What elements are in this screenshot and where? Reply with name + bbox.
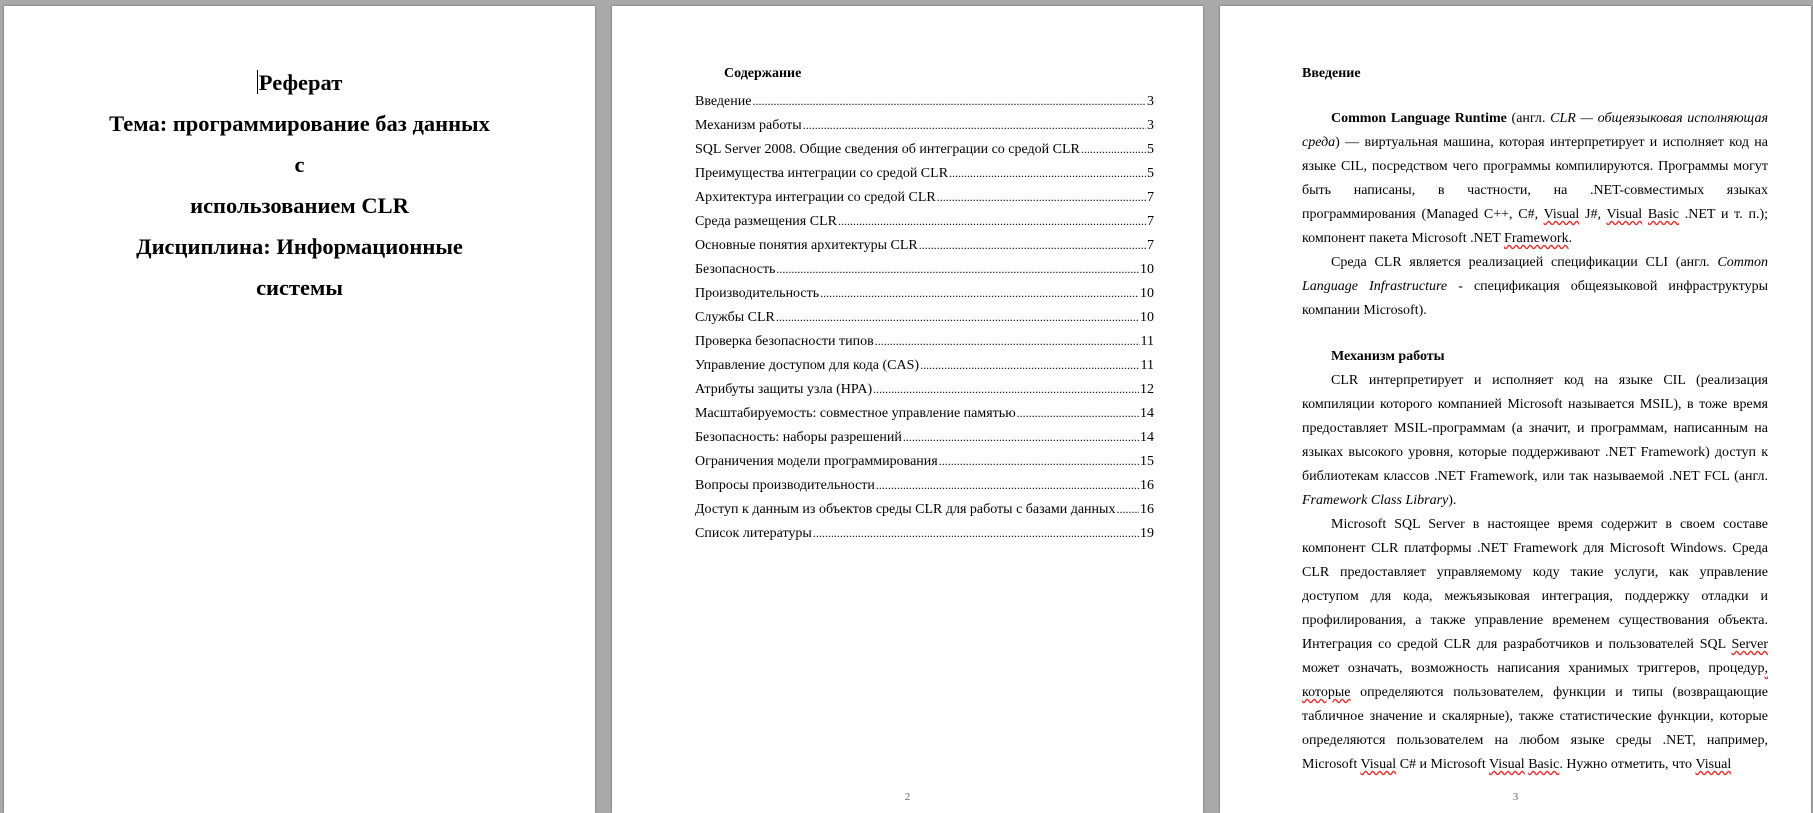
toc-entry[interactable] (695, 521, 1154, 545)
toc-entry-page: 5 (1147, 166, 1154, 181)
text-cursor (257, 70, 258, 94)
toc-entry-title: Вопросы производительности (695, 478, 875, 493)
paragraph-mechanism: CLR интерпретирует и исполняет код на языке CIL (реализация компиляции которого компанией Microsoft называется MSIL), в тоже время предоставляет MSIL-программам (а значит, и программам, написанным на языках высокого уровня, которые поддерживают .NET Framework) доступ к библиотекам классов .NET Framework, или так называемой .NET FCL (англ. Framework Class Library). (1302, 373, 1768, 508)
spellcheck-word[interactable]: которые (1302, 685, 1351, 700)
toc-heading: Содержание (724, 66, 802, 81)
title-line-4: Дисциплина: Информационные (136, 234, 463, 259)
toc-entry-page: 19 (1140, 526, 1154, 541)
toc-entry-page: 16 (1140, 478, 1154, 493)
spellcheck-word[interactable]: Visual (1360, 757, 1397, 772)
page-number: 3 (1512, 791, 1519, 803)
toc-entry-page: 5 (1147, 142, 1154, 157)
spellcheck-word[interactable]: Visual (1606, 207, 1643, 222)
spellcheck-word[interactable]: Visual (1695, 757, 1732, 772)
body-text (1302, 62, 1768, 777)
spellcheck-word[interactable]: Basic (1528, 757, 1560, 772)
paragraph-sql-server: Microsoft SQL Server в настоящее время содержит в своем составе компонент CLR платформы .NET Framework для Microsoft Windows. Среда CLR предоставляет управляемому коду такие услуги, как управление доступом для кода, межъязыковая интеграция, поддержку отладки и профилирования, а также управление временем существования объекта. Интеграция со средой CLR для разработчиков и пользователей SQL Server может означать, возможность написания хранимых триггеров, процедур, которые определяются пользователем, функции и типы (возвращающие табличное значение и скалярные), также статистические функции, которые определяются пользователем на любом языке среды .NET, например, Microsoft Visual C# и Microsoft Visual Basic. Нужно отметить, что Visual (1302, 517, 1768, 772)
page-number: 2 (904, 791, 911, 803)
spellcheck-word[interactable]: Visual (1543, 207, 1580, 222)
toc-entry-title: Службы CLR (695, 310, 775, 325)
heading-mechanism: Механизм работы (1331, 349, 1445, 364)
toc-leader (876, 473, 1139, 497)
toc-entry[interactable] (695, 425, 1154, 449)
toc-entry-title: Доступ к данным из объектов среды CLR для работы с базами данных (695, 502, 1116, 517)
toc-leader (903, 425, 1139, 449)
toc-entry[interactable] (695, 401, 1154, 425)
toc-entry-title: Ограничения модели программирования (695, 454, 938, 469)
toc-entry-page: 14 (1140, 406, 1154, 421)
spellcheck-word[interactable]: Basic (1647, 207, 1680, 222)
toc-entry-title: Проверка безопасности типов (695, 334, 874, 349)
toc-entry-title: Преимущества интеграции со средой CLR (695, 166, 949, 181)
toc-leader (937, 185, 1146, 209)
page-2[interactable] (612, 6, 1203, 813)
toc-entry[interactable] (695, 473, 1154, 497)
toc-entry-title: Безопасность: наборы разрешений (695, 430, 902, 445)
title-line-3: использованием CLR (190, 193, 409, 218)
toc-entry-page: 3 (1147, 94, 1154, 109)
toc-leader (1116, 497, 1139, 521)
toc-entry-title: Среда размещения CLR (695, 214, 837, 229)
title-line-2: Тема: программирование баз данных с (109, 111, 490, 177)
paragraph-clr-definition: Common Language Runtime (англ. CLR — общеязыковая исполняющая среда) — виртуальная машина, которая интерпретирует и исполняет код на языке CIL, посредством чего программы компилируются. Программы могут быть написаны, в частности, на .NET-совместимых языках программирования (Managed C++, C#, Visual J#, Visual Basic .NET и т. п.); компонент пакета Microsoft .NET Framework. (1302, 111, 1768, 246)
toc-entry[interactable] (695, 209, 1154, 233)
toc-entry-page: 10 (1140, 262, 1154, 277)
table-of-contents (695, 89, 1154, 545)
toc-entry-title: Масштабируемость: совместное управление памятью (695, 406, 1016, 421)
spellcheck-word[interactable]: , (1764, 661, 1768, 676)
toc-entry[interactable] (695, 137, 1154, 161)
toc-entry-page: 3 (1147, 118, 1154, 133)
toc-entry-title: Управление доступом для кода (CAS) (695, 358, 920, 373)
toc-entry-title: Атрибуты защиты узла (HPA) (695, 382, 873, 397)
title-referat: Реферат (258, 70, 343, 95)
toc-leader (920, 353, 1139, 377)
toc-leader (752, 89, 1146, 113)
toc-entry-title: Список литературы (695, 526, 812, 541)
toc-entry[interactable] (695, 257, 1154, 281)
toc-leader (776, 305, 1139, 329)
page-1[interactable] (4, 6, 595, 813)
toc-entry-page: 16 (1140, 502, 1154, 517)
page-3[interactable] (1220, 6, 1811, 813)
toc-entry[interactable] (695, 449, 1154, 473)
spellcheck-word[interactable]: Visual (1488, 757, 1525, 772)
toc-entry-title: Производительность (695, 286, 820, 301)
heading-introduction: Введение (1302, 66, 1361, 81)
toc-leader (813, 521, 1139, 545)
toc-entry-page: 14 (1140, 430, 1154, 445)
toc-entry[interactable] (695, 329, 1154, 353)
title-block (104, 62, 495, 308)
toc-entry[interactable] (695, 305, 1154, 329)
spellcheck-word[interactable]: Framework (1504, 231, 1569, 246)
toc-leader (1017, 401, 1139, 425)
toc-entry[interactable] (695, 233, 1154, 257)
toc-entry[interactable] (695, 497, 1154, 521)
toc-entry-page: 7 (1147, 238, 1154, 253)
toc-entry-page: 10 (1140, 310, 1154, 325)
toc-entry-page: 10 (1140, 286, 1154, 301)
toc-entry-title: Введение (695, 94, 752, 109)
toc-entry-page: 12 (1140, 382, 1154, 397)
toc-leader (919, 233, 1146, 257)
toc-entry-page: 7 (1147, 214, 1154, 229)
toc-entry-page: 11 (1140, 358, 1154, 373)
toc-leader (873, 377, 1139, 401)
toc-entry[interactable] (695, 377, 1154, 401)
toc-entry-title: Архитектура интеграции со средой CLR (695, 190, 936, 205)
paragraph-cli: Среда CLR является реализацией спецификации CLI (англ. Common Language Infrastructure - спецификация общеязыковой инфраструктуры компании Microsoft). (1302, 255, 1768, 318)
toc-leader (803, 113, 1146, 137)
toc-entry-title: Основные понятия архитектуры CLR (695, 238, 918, 253)
toc-entry-title: Механизм работы (695, 118, 802, 133)
toc-entry-page: 15 (1140, 454, 1154, 469)
toc-leader (820, 281, 1139, 305)
title-line-5: системы (256, 275, 343, 300)
toc-entry-title: Безопасность (695, 262, 776, 277)
toc-leader (838, 209, 1146, 233)
toc-leader (939, 449, 1139, 473)
spellcheck-word[interactable]: Server (1731, 637, 1768, 652)
toc-entry-page: 11 (1140, 334, 1154, 349)
toc-leader (1081, 137, 1146, 161)
title-line-1 (104, 62, 495, 103)
toc-leader (776, 257, 1139, 281)
toc-entry-title: SQL Server 2008. Общие сведения об интеграции со средой CLR (695, 142, 1080, 157)
toc-entry[interactable] (695, 281, 1154, 305)
toc-entry[interactable] (695, 89, 1154, 113)
toc-leader (875, 329, 1140, 353)
toc-entry[interactable] (695, 161, 1154, 185)
toc-entry[interactable] (695, 113, 1154, 137)
toc-entry-page: 7 (1147, 190, 1154, 205)
toc-entry[interactable] (695, 353, 1154, 377)
toc-entry[interactable] (695, 185, 1154, 209)
toc-leader (949, 161, 1146, 185)
